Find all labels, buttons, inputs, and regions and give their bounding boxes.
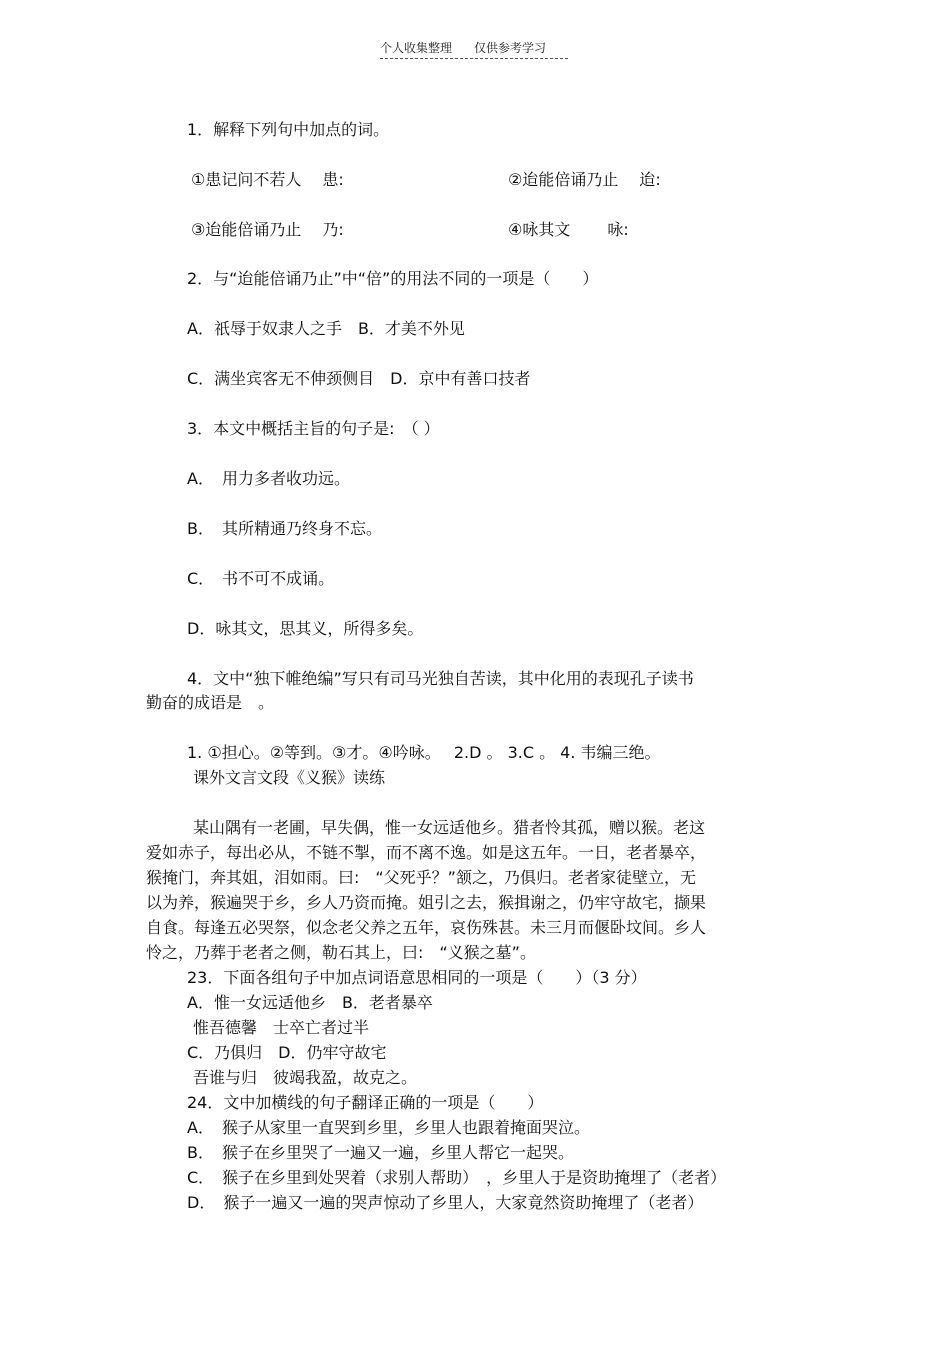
- page-header: [380, 40, 568, 59]
- q23-title: 23．下面各组句子中加点词语意思相同的一项是（ ）（3 分）: [187, 968, 647, 987]
- q23-options-ab-pair: 惟吾德馨 士卒亡者过半: [193, 1018, 370, 1037]
- q23-options-ab: A．惟一女远适他乡 B．老者暴卒: [187, 993, 433, 1012]
- q1-item-3: ③迨能倍诵乃止 乃:: [191, 220, 344, 239]
- q24-title: 24．文中加横线的句子翻译正确的一项是（ ）: [187, 1093, 544, 1112]
- q1-item-2: ②迨能倍诵乃止 迨:: [508, 170, 661, 189]
- q3-option-d: D．咏其文，思其义，所得多矣。: [187, 619, 424, 638]
- passage-line: 以为养，猴遍哭于乡，乡人乃资而掩。姐引之去，猴揖谢之，仍牢守故宅，撷果: [146, 893, 707, 912]
- q24-option-b: B． 猴子在乡里哭了一遍又一遍，乡里人帮它一起哭。: [187, 1143, 574, 1162]
- q1-item-1: ①患记问不若人 患:: [191, 170, 344, 189]
- q24-option-c: C． 猴子在乡里到处哭着（求别人帮助） ，乡里人于是资助掩埋了（老者）: [187, 1168, 727, 1187]
- q24-option-d: D． 猴子一遍又一遍的哭声惊动了乡里人，大家竟然资助掩埋了（老者）: [187, 1193, 704, 1212]
- q2-title: 2．与“迨能倍诵乃止”中“倍”的用法不同的一项是（ ）: [187, 269, 599, 288]
- q3-option-a: A． 用力多者收功远。: [187, 469, 350, 488]
- passage-line: 爱如赤子，每出必从，不链不掣，而不离不逸。如是这五年。一日，老者暴卒，: [146, 843, 707, 862]
- passage-line: 自食。每逢五必哭祭，似念老父养之五年，哀伤殊甚。未三月而偃卧坟间。乡人: [146, 918, 707, 937]
- passage-line: 某山隅有一老圃，早失偶，惟一女远适他乡。猎者怜其孤，赠以猴。老这: [193, 818, 706, 837]
- q2-options-ab: A．祇辱于奴隶人之手 B．才美不外见: [187, 319, 465, 338]
- q1-title: 1．解释下列句中加点的词。: [187, 120, 390, 139]
- q3-title: 3．本文中概括主旨的句子是: （ ）: [187, 419, 440, 438]
- q3-option-c: C． 书不可不成诵。: [187, 569, 335, 588]
- q4-line-2: 勤奋的成语是 。: [146, 693, 275, 712]
- q1-item-4: ④咏其文 咏:: [508, 220, 629, 239]
- q24-option-a: A． 猴子从家里一直哭到乡里，乡里人也跟着掩面哭泣。: [187, 1118, 590, 1137]
- q23-options-cd-pair: 吾谁与归 彼竭我盈，故克之。: [193, 1068, 418, 1087]
- q3-option-b: B． 其所精通乃终身不忘。: [187, 519, 382, 538]
- header-right: 仅供参考学习: [474, 41, 547, 55]
- answer-key: 1. ①担心。②等到。③才。④吟咏。 2.D 。 3.C 。 4. 韦编三绝。: [187, 743, 661, 762]
- section-title: 课外文言文段《义猴》读练: [193, 768, 386, 787]
- q4-line-1: 4．文中“独下帷绝编”写只有司马光独自苦读，其中化用的表现孔子读书: [187, 669, 694, 688]
- q2-options-cd: C．满坐宾客无不伸颈侧目 D．京中有善口技者: [187, 369, 531, 388]
- passage-line: 猴掩门，奔其姐，泪如雨。曰: “父死乎？”颔之，乃俱归。老者家徒壁立，无: [146, 868, 696, 887]
- q23-options-cd: C．乃俱归 D．仍牢守故宅: [187, 1043, 387, 1062]
- header-left: 个人收集整理: [380, 41, 453, 55]
- passage-line: 怜之，乃葬于老者之侧，勒石其上，曰: “义猴之墓”。: [146, 943, 536, 962]
